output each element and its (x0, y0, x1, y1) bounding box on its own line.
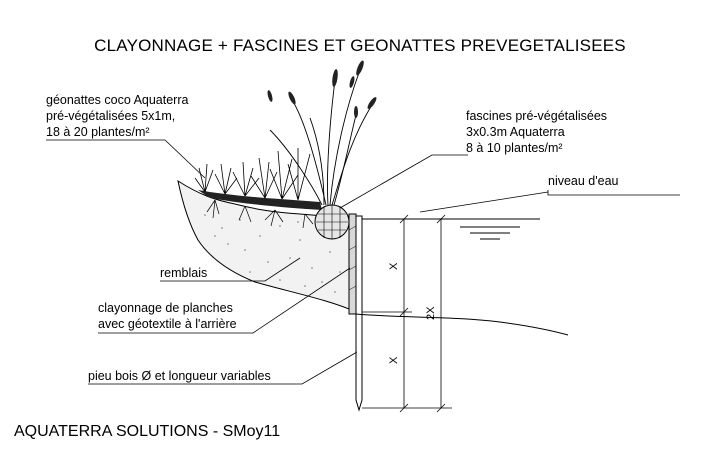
river-bed (356, 314, 568, 335)
grass-tufts (195, 148, 310, 200)
fascines-line-1: fascines pré-végétalisées (466, 109, 608, 123)
water-level-symbol (460, 227, 520, 239)
geonattes-line-1: géonattes coco Aquaterra (46, 93, 189, 107)
diagram-title: CLAYONNAGE + FASCINES ET GEONATTES PREVEGETALISEES (94, 36, 626, 55)
geonattes-line-3: 18 à 20 plantes/m² (46, 125, 150, 139)
fascines-line-2: 3x0.3m Aquaterra (466, 125, 565, 139)
geonattes-line-2: pré-végétalisées 5x1m, (46, 109, 176, 123)
fascine-roll (315, 205, 349, 239)
wood-stake (356, 216, 362, 410)
dimension-upper: X (388, 262, 400, 270)
clayonnage-line-2: avec géotextile à l'arrière (98, 317, 237, 331)
extension-lines (362, 219, 452, 408)
dimension-total: 2X (425, 306, 437, 320)
pieu-label: pieu bois Ø et longueur variables (88, 369, 271, 383)
clayonnage-line-1: clayonnage de planches (98, 301, 233, 315)
plank-wall (349, 214, 356, 314)
fascines-line-3: 8 à 10 plantes/m² (466, 141, 563, 155)
dimension-lower: X (388, 356, 400, 364)
leader-lines (46, 140, 680, 384)
footer-credit: AQUATERRA SOLUTIONS - SMoy11 (14, 423, 281, 440)
remblais-label: remblais (160, 266, 208, 280)
dimension-lines (400, 215, 445, 412)
reed-heads (267, 60, 378, 118)
water-level-label: niveau d'eau (548, 174, 619, 188)
